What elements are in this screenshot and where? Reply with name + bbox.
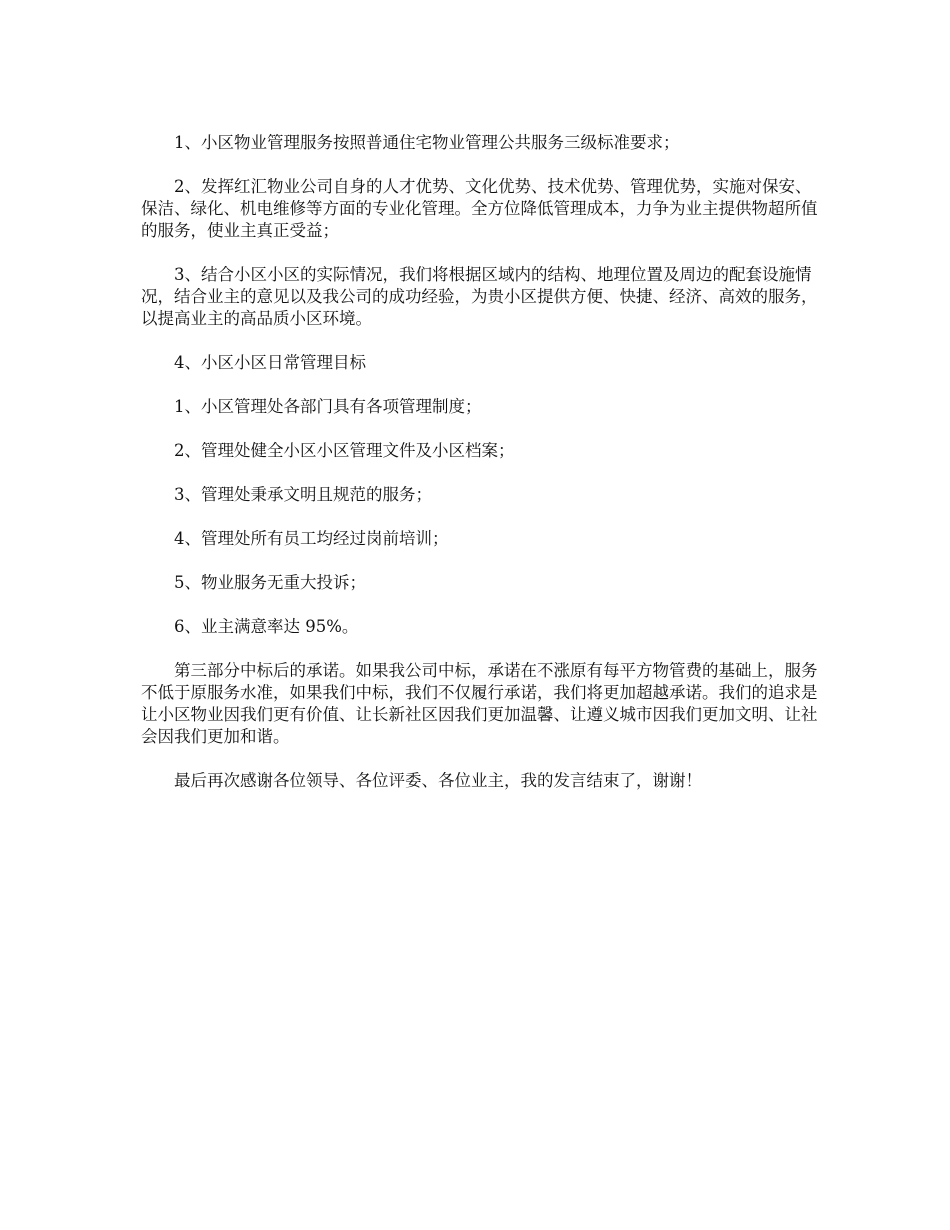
document-body (141, 132, 821, 814)
paragraph-3: 3、结合小区小区的实际情况，我们将根据区域内的结构、地理位置及周边的配套设施情况，结合业主的意见以及我公司的成功经验，为贵小区提供方便、快捷、经济、高效的服务，以提高业主的高品质小区环境。 (141, 265, 818, 328)
paragraph-10: 6、业主满意率达 95%。 (174, 617, 359, 636)
paragraph-9: 5、物业服务无重大投诉； (174, 573, 366, 592)
paragraph-11: 第三部分中标后的承诺。如果我公司中标，承诺在不涨原有每平方物管费的基础上，服务不低于原服务水准，如果我们中标，我们不仅履行承诺，我们将更加超越承诺。我们的追求是让小区物业因我们更有价值、让长新社区因我们更加温馨、让遵义城市因我们更加文明、让社会因我们更加和谐。 (141, 661, 818, 746)
paragraph-1: 1、小区物业管理服务按照普通住宅物业管理公共服务三级标准要求； (174, 133, 680, 152)
paragraph-12: 最后再次感谢各位领导、各位评委、各位业主，我的发言结束了，谢谢！ (174, 771, 702, 790)
paragraph-6: 2、管理处健全小区小区管理文件及小区档案； (174, 441, 515, 460)
paragraph-2: 2、发挥红汇物业公司自身的人才优势、文化优势、技术优势、管理优势，实施对保安、保洁、绿化、机电维修等方面的专业化管理。全方位降低管理成本，力争为业主提供物超所值的服务，使业主真正受益； (141, 177, 818, 240)
paragraph-8: 4、管理处所有员工均经过岗前培训； (174, 529, 449, 548)
paragraph-7: 3、管理处秉承文明且规范的服务； (174, 485, 432, 504)
paragraph-4: 4、小区小区日常管理目标 (174, 353, 366, 372)
paragraph-5: 1、小区管理处各部门具有各项管理制度； (174, 397, 482, 416)
